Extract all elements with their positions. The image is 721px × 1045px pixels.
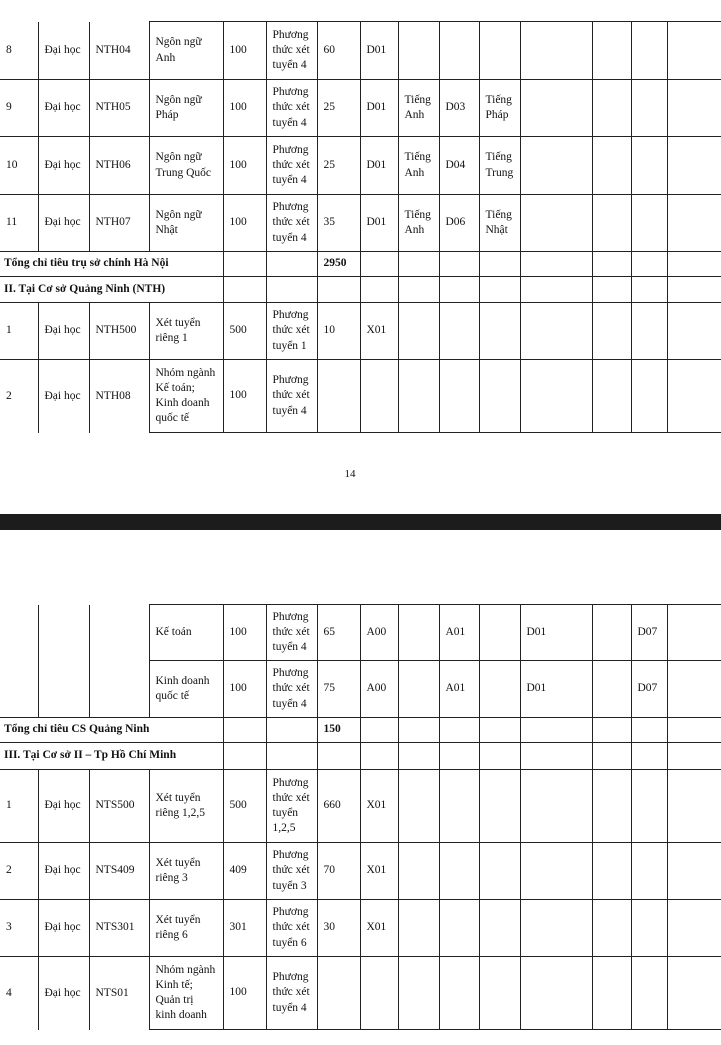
to3-cell: D01 [520, 661, 592, 718]
stt-cell: 3 [0, 900, 38, 957]
empty-cell [592, 303, 631, 360]
m3-cell [592, 22, 631, 80]
ma-cell: NTH500 [89, 303, 149, 360]
empty-cell [667, 303, 721, 360]
pt-cell: Phương thức xét tuyển 4 [266, 360, 317, 433]
table-row [0, 195, 721, 252]
m2-cell: Tiếng Trung [479, 137, 520, 195]
empty-cell [479, 957, 520, 1030]
empty-cell [667, 360, 721, 433]
ct-cell: 70 [317, 843, 360, 900]
pt-cell: Phương thức xét tuyển 4 [266, 80, 317, 137]
total-row-hanoi [0, 252, 721, 277]
to1-cell: X01 [360, 770, 398, 843]
so-cell: 500 [223, 303, 266, 360]
empty-cell [520, 743, 592, 770]
empty-cell [631, 900, 667, 957]
empty-cell [592, 277, 631, 303]
to1-cell: X01 [360, 843, 398, 900]
top-page-table-wrapper [0, 21, 721, 433]
stt-cell: 1 [0, 303, 38, 360]
empty-cell [592, 843, 631, 900]
ma-cell: NTH07 [89, 195, 149, 252]
empty-cell [479, 770, 520, 843]
stt-cell: 4 [0, 957, 38, 1030]
to3-cell [520, 80, 592, 137]
empty-cell [592, 360, 631, 433]
empty-cell [667, 770, 721, 843]
to1-cell: A00 [360, 661, 398, 718]
empty-cell [631, 303, 667, 360]
pt-cell: Phương thức xét tuyển 4 [266, 661, 317, 718]
ma-cell: NTH05 [89, 80, 149, 137]
so-cell: 500 [223, 770, 266, 843]
table-row [0, 80, 721, 137]
he-cell: Đại học [38, 22, 89, 80]
ma-cell: NTH06 [89, 137, 149, 195]
m2-cell: Tiếng Nhật [479, 195, 520, 252]
empty-cell [520, 957, 592, 1030]
m1-cell: Tiếng Anh [398, 80, 439, 137]
empty-cell [667, 743, 721, 770]
total-row-quang-ninh [0, 718, 721, 743]
to2-cell: D03 [439, 80, 479, 137]
m1-cell: Tiếng Anh [398, 137, 439, 195]
section-row-hcm [0, 743, 721, 770]
empty-cell [439, 252, 479, 277]
ma-cell: NTS301 [89, 900, 149, 957]
stt-cell: 1 [0, 770, 38, 843]
empty-cell [89, 661, 149, 718]
empty-cell [479, 743, 520, 770]
empty-cell [667, 80, 721, 137]
section-heading: III. Tại Cơ sở II – Tp Hồ Chí Minh [0, 743, 223, 770]
empty-cell [439, 277, 479, 303]
so-cell: 301 [223, 900, 266, 957]
admission-table-bottom [0, 604, 721, 1030]
empty-cell [398, 718, 439, 743]
he-cell: Đại học [38, 303, 89, 360]
pt-cell: Phương thức xét tuyển 4 [266, 605, 317, 661]
he-cell: Đại học [38, 770, 89, 843]
empty-cell [667, 843, 721, 900]
he-cell: Đại học [38, 80, 89, 137]
to4-cell: D07 [631, 661, 667, 718]
ma-cell: NTS500 [89, 770, 149, 843]
table-row [0, 770, 721, 843]
ten-cell: Kế toán [149, 605, 223, 661]
empty-cell [439, 770, 479, 843]
he-cell: Đại học [38, 957, 89, 1030]
empty-cell [439, 957, 479, 1030]
pt-cell: Phương thức xét tuyển 3 [266, 843, 317, 900]
ten-cell: Ngôn ngữ Trung Quốc [149, 137, 223, 195]
table-row [0, 661, 721, 718]
m1-cell: Tiếng Anh [398, 195, 439, 252]
empty-cell [592, 661, 631, 718]
empty-cell [667, 661, 721, 718]
empty-cell [266, 277, 317, 303]
empty-cell [398, 770, 439, 843]
stt-cell: 11 [0, 195, 38, 252]
empty-cell [439, 743, 479, 770]
total-label: Tổng chỉ tiêu CS Quảng Ninh [0, 718, 223, 743]
total-value: 2950 [317, 252, 360, 277]
empty-cell [479, 252, 520, 277]
pt-cell: Phương thức xét tuyển 4 [266, 137, 317, 195]
to1-cell: X01 [360, 900, 398, 957]
so-cell: 100 [223, 80, 266, 137]
ct-cell: 660 [317, 770, 360, 843]
empty-cell [667, 718, 721, 743]
table-row [0, 900, 721, 957]
stt-cell: 9 [0, 80, 38, 137]
so-cell: 100 [223, 22, 266, 80]
pt-cell: Phương thức xét tuyển 4 [266, 22, 317, 80]
to2-cell: D04 [439, 137, 479, 195]
empty-cell [439, 900, 479, 957]
empty-cell [631, 252, 667, 277]
stt-cell: 2 [0, 843, 38, 900]
ten-cell: Nhóm ngành Kế toán; Kinh doanh quốc tế [149, 360, 223, 433]
empty-cell [398, 303, 439, 360]
empty-cell [479, 360, 520, 433]
he-cell: Đại học [38, 360, 89, 433]
he-cell: Đại học [38, 137, 89, 195]
empty-cell [592, 957, 631, 1030]
empty-cell [223, 743, 266, 770]
empty-cell [398, 605, 439, 661]
empty-cell [398, 252, 439, 277]
empty-cell [266, 252, 317, 277]
to1-cell [360, 360, 398, 433]
empty-cell [479, 661, 520, 718]
empty-cell [360, 252, 398, 277]
table-row [0, 22, 721, 80]
ten-cell: Kinh doanh quốc tế [149, 661, 223, 718]
empty-cell [631, 277, 667, 303]
empty-cell [439, 360, 479, 433]
ma-cell: NTH04 [89, 22, 149, 80]
ct-cell: 35 [317, 195, 360, 252]
empty-cell [479, 843, 520, 900]
to1-cell: D01 [360, 80, 398, 137]
empty-cell [479, 605, 520, 661]
ten-cell: Ngôn ngữ Pháp [149, 80, 223, 137]
to1-cell: D01 [360, 137, 398, 195]
empty-cell [266, 743, 317, 770]
ten-cell: Xét tuyển riêng 1 [149, 303, 223, 360]
table-row [0, 843, 721, 900]
empty-cell [439, 303, 479, 360]
admission-table-top [0, 21, 721, 433]
section-row-quang-ninh [0, 277, 721, 303]
to2-cell: A01 [439, 661, 479, 718]
he-cell: Đại học [38, 195, 89, 252]
table-row [0, 360, 721, 433]
empty-cell [266, 718, 317, 743]
so-cell: 100 [223, 661, 266, 718]
stt-cell: 10 [0, 137, 38, 195]
ct-cell: 30 [317, 900, 360, 957]
stt-cell: 2 [0, 360, 38, 433]
pt-cell: Phương thức xét tuyển 6 [266, 900, 317, 957]
ma-cell: NTS01 [89, 957, 149, 1030]
page-separator [0, 514, 721, 530]
empty-cell [479, 718, 520, 743]
empty-cell [520, 843, 592, 900]
total-value: 150 [317, 718, 360, 743]
table-row [0, 137, 721, 195]
pt-cell: Phương thức xét tuyển 4 [266, 957, 317, 1030]
empty-cell [667, 22, 721, 80]
empty-cell [520, 303, 592, 360]
empty-cell [592, 770, 631, 843]
empty-cell [667, 137, 721, 195]
empty-cell [479, 277, 520, 303]
m2-cell [479, 22, 520, 80]
empty-cell [520, 770, 592, 843]
empty-cell [667, 195, 721, 252]
ct-cell: 60 [317, 22, 360, 80]
table-row [0, 605, 721, 661]
m3-cell [592, 80, 631, 137]
so-cell: 100 [223, 957, 266, 1030]
so-cell: 100 [223, 137, 266, 195]
empty-cell [398, 360, 439, 433]
stt-cell: 8 [6, 43, 12, 56]
empty-cell [479, 303, 520, 360]
to4-cell: D07 [631, 605, 667, 661]
empty-cell [667, 277, 721, 303]
ct-cell [317, 360, 360, 433]
m3-cell [592, 195, 631, 252]
ten-cell: Ngôn ngữ Nhật [149, 195, 223, 252]
empty-cell [667, 605, 721, 661]
empty-cell [592, 743, 631, 770]
ct-cell: 10 [317, 303, 360, 360]
to2-cell: D06 [439, 195, 479, 252]
to2-cell: A01 [439, 605, 479, 661]
empty-cell [631, 743, 667, 770]
empty-cell [360, 743, 398, 770]
so-cell: 100 [223, 195, 266, 252]
empty-cell [398, 900, 439, 957]
empty-cell [398, 957, 439, 1030]
to3-cell [520, 195, 592, 252]
empty-cell [631, 843, 667, 900]
ten-cell: Xét tuyển riêng 3 [149, 843, 223, 900]
ten-cell: Xét tuyển riêng 6 [149, 900, 223, 957]
section-heading: II. Tại Cơ sở Quảng Ninh (NTH) [0, 277, 223, 303]
to3-cell [520, 137, 592, 195]
to4-cell [631, 195, 667, 252]
bottom-page-table-wrapper [0, 604, 721, 1030]
m2-cell: Tiếng Pháp [479, 80, 520, 137]
empty-cell [667, 900, 721, 957]
to1-cell: A00 [360, 605, 398, 661]
empty-cell [479, 900, 520, 957]
empty-cell [520, 277, 592, 303]
to1-cell [360, 957, 398, 1030]
empty-cell [0, 605, 38, 661]
empty-cell [360, 277, 398, 303]
he-cell: Đại học [38, 843, 89, 900]
empty-cell [592, 718, 631, 743]
empty-cell [360, 718, 398, 743]
empty-cell [223, 252, 266, 277]
total-label: Tổng chỉ tiêu trụ sở chính Hà Nội [0, 252, 223, 277]
empty-cell [631, 957, 667, 1030]
table-row [0, 957, 721, 1030]
to2-cell [439, 22, 479, 80]
so-cell: 100 [223, 360, 266, 433]
m3-cell [592, 137, 631, 195]
ct-cell: 65 [317, 605, 360, 661]
empty-cell [520, 900, 592, 957]
empty-cell [631, 718, 667, 743]
empty-cell [631, 770, 667, 843]
empty-cell [439, 718, 479, 743]
empty-cell [89, 605, 149, 661]
empty-cell [592, 900, 631, 957]
empty-cell [398, 843, 439, 900]
to1-cell: D01 [360, 195, 398, 252]
pt-cell: Phương thức xét tuyển 4 [266, 195, 317, 252]
empty-cell [38, 661, 89, 718]
empty-cell [667, 252, 721, 277]
ma-cell: NTS409 [89, 843, 149, 900]
ct-cell: 25 [317, 137, 360, 195]
empty-cell [631, 360, 667, 433]
empty-cell [398, 277, 439, 303]
empty-cell [223, 718, 266, 743]
he-cell: Đại học [38, 900, 89, 957]
empty-cell [0, 661, 38, 718]
ct-cell [317, 957, 360, 1030]
ct-cell: 75 [317, 661, 360, 718]
to1-cell: X01 [360, 303, 398, 360]
ten-cell: Ngôn ngữ Anh [149, 22, 223, 80]
to4-cell [631, 22, 667, 80]
so-cell: 409 [223, 843, 266, 900]
page-number: 14 [344, 468, 356, 480]
to1-cell: D01 [360, 22, 398, 80]
empty-cell [520, 252, 592, 277]
empty-cell [439, 843, 479, 900]
to3-cell [520, 22, 592, 80]
to4-cell [631, 137, 667, 195]
m1-cell [398, 22, 439, 80]
empty-cell [223, 277, 266, 303]
empty-cell [667, 957, 721, 1030]
empty-cell [317, 743, 360, 770]
pt-cell: Phương thức xét tuyển 1 [266, 303, 317, 360]
table-row [0, 303, 721, 360]
ten-cell: Nhóm ngành Kinh tế; Quản trị kinh doanh [149, 957, 223, 1030]
empty-cell [398, 661, 439, 718]
so-cell: 100 [223, 605, 266, 661]
ma-cell: NTH08 [89, 360, 149, 433]
empty-cell [398, 743, 439, 770]
pt-cell: Phương thức xét tuyển 1,2,5 [266, 770, 317, 843]
empty-cell [520, 718, 592, 743]
ten-cell: Xét tuyển riêng 1,2,5 [149, 770, 223, 843]
to3-cell: D01 [520, 605, 592, 661]
to4-cell [631, 80, 667, 137]
empty-cell [38, 605, 89, 661]
empty-cell [520, 360, 592, 433]
empty-cell [317, 277, 360, 303]
empty-cell [592, 252, 631, 277]
ct-cell: 25 [317, 80, 360, 137]
empty-cell [592, 605, 631, 661]
